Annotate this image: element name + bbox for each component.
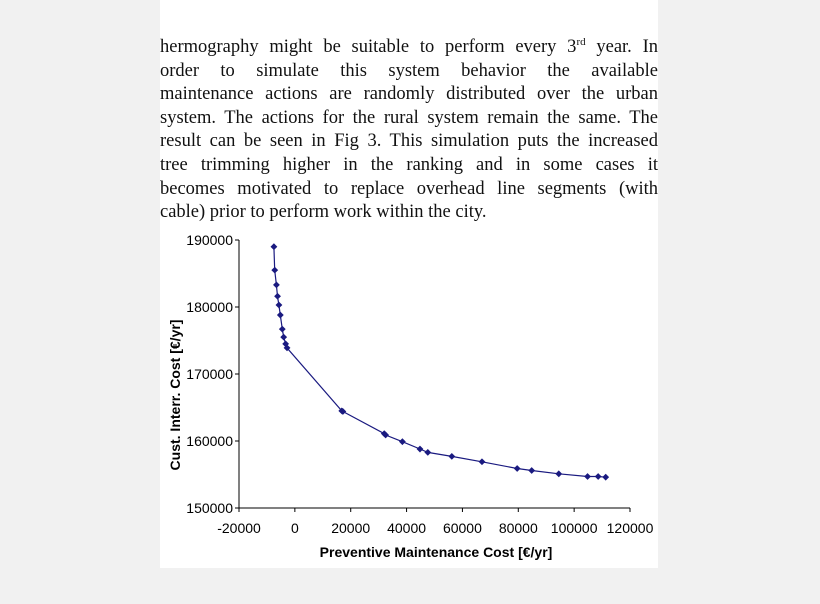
y-tick-label: 150000 (186, 500, 233, 516)
data-point (514, 465, 521, 472)
text-line: tree trimming higher in the ranking and in some cases it (160, 154, 658, 175)
text-line: result can be seen in Fig 3. This simulation puts the increased (160, 131, 658, 152)
data-point (280, 334, 287, 341)
data-point (271, 243, 278, 250)
text-line: system. The actions for the rural system remain the same. The (160, 107, 658, 128)
data-point (271, 267, 278, 274)
text-line: becomes motivated to replace overhead line segments (with (160, 178, 658, 199)
x-axis-title: Preventive Maintenance Cost [€/yr] (319, 544, 553, 560)
text-line: order to simulate this system behavior the available (160, 60, 658, 81)
data-point (276, 302, 283, 309)
data-point (555, 470, 562, 477)
x-tick-label: 80000 (498, 520, 538, 536)
data-point (399, 438, 406, 445)
x-tick-label: 100000 (550, 520, 598, 536)
text-line: cable) prior to perform work within the city. (160, 202, 487, 223)
data-point (277, 312, 284, 319)
data-point (448, 453, 455, 460)
data-point (584, 473, 591, 480)
data-point (274, 293, 281, 300)
x-tick-label: 0 (290, 520, 299, 536)
y-tick-label: 170000 (186, 366, 233, 382)
y-tick-label: 190000 (186, 232, 233, 248)
text-line: hermography might be suitable to perform every 3rd year. In (160, 36, 658, 57)
x-tick-label: 40000 (387, 520, 427, 536)
data-point (528, 467, 535, 474)
data-point (595, 473, 602, 480)
y-tick-label: 180000 (186, 299, 233, 315)
data-point (273, 281, 280, 288)
x-tick-label: -20000 (217, 520, 261, 536)
series-line (274, 247, 606, 478)
x-tick-label: 60000 (442, 520, 482, 536)
data-series (271, 243, 610, 480)
text-line: maintenance actions are randomly distributed over the urban (160, 84, 658, 105)
data-point (602, 474, 609, 481)
y-axis-title: Cust. Interr. Cost [€/yr] (167, 319, 183, 471)
data-point (479, 458, 486, 465)
x-ticks (217, 508, 653, 536)
x-tick-label: 20000 (331, 520, 371, 536)
y-ticks (186, 232, 239, 516)
x-tick-label: 120000 (606, 520, 654, 536)
data-point (424, 449, 431, 456)
data-point (279, 326, 286, 333)
data-point (417, 446, 424, 453)
y-tick-label: 160000 (186, 433, 233, 449)
